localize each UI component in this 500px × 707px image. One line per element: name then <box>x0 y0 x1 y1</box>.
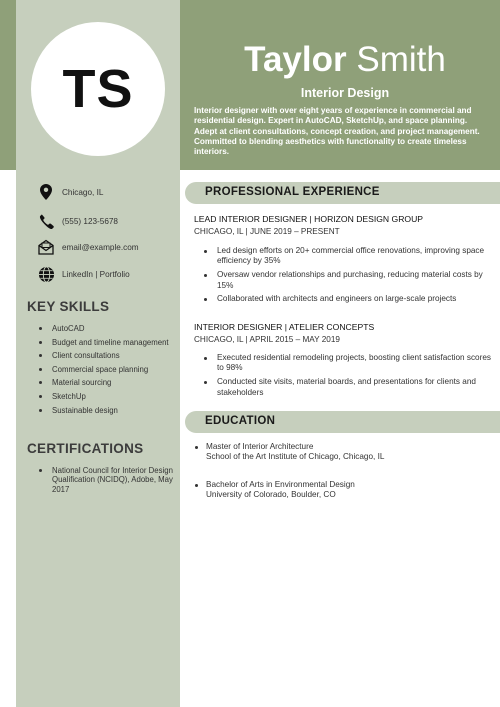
contact-location <box>36 183 176 201</box>
contact-email <box>36 238 176 256</box>
globe-icon <box>36 265 56 283</box>
contact-phone <box>36 212 176 230</box>
skill-item: Commercial space planning <box>38 365 178 374</box>
skill-item: AutoCAD <box>38 324 178 333</box>
skill-item: Client consultations <box>38 351 178 360</box>
first-name: Taylor <box>244 40 347 79</box>
education-school: University of Colorado, Boulder, CO <box>206 490 336 500</box>
certifications-heading: CERTIFICATIONS <box>27 441 144 456</box>
skill-item: Budget and timeline management <box>38 338 178 347</box>
job-bullet: Led design efforts on 20+ commercial office renovations, improving space efficiency by 35% <box>203 246 493 267</box>
education-item <box>194 480 494 501</box>
education-item <box>194 442 494 463</box>
job-bullet: Conducted site visits, material boards, and presentations for clients and stakeholders <box>203 377 493 398</box>
candidate-name <box>190 40 500 80</box>
summary: Interior designer with over eight years of experience in commercial and residential design. Expert in AutoCAD, SketchUp, and space planning. Adept at client consultations, concept creation, and project management. Committed to blending aesthetics with functionality to create timeless interiors. <box>194 106 480 157</box>
education-school: School of the Art Institute of Chicago, Chicago, IL <box>206 452 385 462</box>
skills-list <box>38 324 178 419</box>
location-text: Chicago, IL <box>62 187 104 197</box>
job-1-bullets <box>203 246 493 308</box>
job-bullet: Executed residential remodeling projects, boosting client satisfaction scores to 98% <box>203 353 493 374</box>
job-bullet: Oversaw vendor relationships and purchasing, reducing material costs by 15% <box>203 270 493 291</box>
job-2-bullets <box>203 353 493 401</box>
email-text: email@example.com <box>62 242 139 252</box>
education-degree: Master of Interior Architecture <box>206 442 314 451</box>
education-section-bar <box>185 411 500 433</box>
skills-heading: KEY SKILLS <box>27 299 110 314</box>
phone-icon <box>36 212 56 230</box>
job-1-title: LEAD INTERIOR DESIGNER | HORIZON DESIGN GROUP <box>194 214 424 224</box>
initials: TS <box>62 59 134 119</box>
skill-item: SketchUp <box>38 392 178 401</box>
job-1-location-dates: CHICAGO, IL | JUNE 2019 – PRESENT <box>194 227 340 236</box>
contact-links <box>36 265 176 283</box>
certifications-list <box>38 466 178 498</box>
location-pin-icon <box>36 183 56 201</box>
links-text[interactable]: LinkedIn | Portfolio <box>62 269 130 279</box>
phone-text: (555) 123-5678 <box>62 216 118 226</box>
experience-section-bar <box>185 182 500 204</box>
certification-item: National Council for Interior Design Qualification (NCIDQ), Adobe, May 2017 <box>38 466 178 494</box>
experience-heading: PROFESSIONAL EXPERIENCE <box>205 186 380 198</box>
job-2-location-dates: CHICAGO, IL | APRIL 2015 – MAY 2019 <box>194 335 340 344</box>
education-heading: EDUCATION <box>205 415 276 427</box>
education-degree: Bachelor of Arts in Environmental Design <box>206 480 355 489</box>
job-2-title: INTERIOR DESIGNER | ATELIER CONCEPTS <box>194 322 375 332</box>
skill-item: Material sourcing <box>38 378 178 387</box>
job-title: Interior Design <box>300 86 390 100</box>
skill-item: Sustainable design <box>38 406 178 415</box>
last-name: Smith <box>356 40 446 79</box>
avatar <box>31 22 165 156</box>
job-bullet: Collaborated with architects and engineers on large-scale projects <box>203 294 493 304</box>
email-icon <box>36 238 56 256</box>
